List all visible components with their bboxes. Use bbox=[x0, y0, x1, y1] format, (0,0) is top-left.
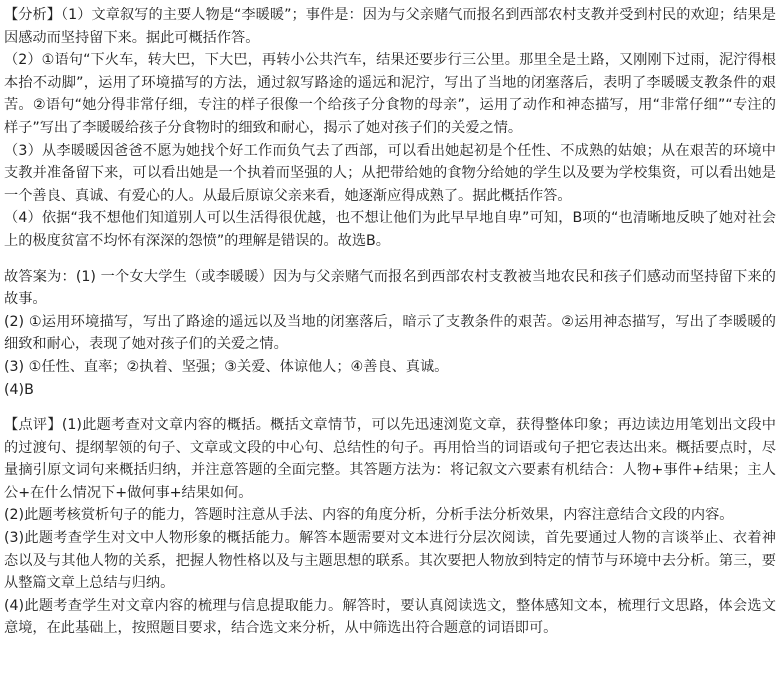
answer-paragraph-4: (4)B bbox=[4, 381, 34, 398]
analysis-paragraph-2: （2）①语句“下火车，转大巴，下大巴，再转小公共汽车，结果还要步行三公里。那里全是土路，又刚刚下过雨，泥泞得根本抬不动脚”，运用了环境描写的方法，通过叙写路途的遥远和泥泞，写出了当地的闭塞落后，表明了李暖暖支教条件的艰苦。②语句“她分得非常仔细，专注的样子很像一个给孩子分食物的母亲”，运用了动作和神态描写，用“非常仔细”“专注的样子”写出了李暖暖给孩子分食物时的细致和耐心，揭示了她对孩子们的关爱之情。 bbox=[4, 52, 776, 136]
analysis-paragraph-4: （4）依据“我不想他们知道别人可以生活得很优越，也不想让他们为此早早地自卑”可知，B项的“也清晰地反映了她对社会上的极度贫富不均怀有深深的怨愤”的理解是错误的。故选B。 bbox=[4, 210, 776, 249]
analysis-paragraph-3: （3）从李暖暖因爸爸不愿为她找个好工作而负气去了西部，可以看出她起初是个任性、不成熟的姑娘；从在艰苦的环境中支教并准备留下来，可以看出她是一个执着而坚强的人；从把带给她的食物分给她的学生以及要为学校集资，可以看出她是一个善良、真诚、有爱心的人。从最后原谅父亲来看，她逐渐应得成熟了。据此概括作答。 bbox=[4, 142, 776, 204]
answer-paragraph-2: (2) ①运用环境描写，写出了路途的遥远以及当地的闭塞落后，暗示了支教条件的艰苦。②运用神态描写，写出了李暖暖的细致和耐心，表现了她对孩子们的关爱之情。 bbox=[4, 313, 776, 353]
comment-paragraph-1: 【点评】(1)此题考查对文章内容的概括。概括文章情节，可以先迅速浏览文章，获得整体印象；再边读边用笔划出文段中的过渡句、提纲挈领的句子、文章或文段的中心句、总结性的句子。再用恰当的词语或句子把它表达出来。概括要点时，尽量摘引原文词句来概括归纳，并注意答题的全面完整。其答题方法为：将记叙文六要素有机结合：人物+事件+结果；主人公+在什么情况下+做何事+结果如何。 bbox=[4, 417, 776, 501]
answer-paragraph-3: (3) ①任性、直率；②执着、坚强；③关爱、体谅他人；④善良、真诚。 bbox=[4, 358, 449, 375]
comment-paragraph-4: (4)此题考查学生对文章内容的梳理与信息提取能力。解答时，要认真阅读选文，整体感知文本，梳理行文思路，体会选文意境，在此基础上，按照题目要求，结合选文来分析，从中筛选出符合题意的词语即可。 bbox=[4, 597, 776, 637]
section-spacer bbox=[4, 401, 776, 414]
analysis-paragraph-1: 【分析】（1）文章叙写的主要人物是“李暖暖”；事件是：因为与父亲赌气而报名到西部农村支教并受到村民的欢迎；结果是因感动而坚持留下来。据此可概括作答。 bbox=[4, 7, 776, 46]
section-spacer bbox=[4, 253, 776, 266]
comment-paragraph-2: (2)此题考核赏析句子的能力，答题时注意从手法、内容的角度分析，分析手法分析效果，内容注意结合文段的内容。 bbox=[4, 507, 734, 524]
answer-section bbox=[4, 266, 776, 402]
comment-section bbox=[4, 414, 776, 640]
comment-paragraph-3: (3)此题考查学生对文中人物形象的概括能力。解答本题需要对文本进行分层次阅读，首先要通过人物的言谈举止、衣着神态以及与其他人物的关系，把握人物性格以及与主题思想的联系。其次要把人物放到特定的情节与环境中去分析。第三，要从整篇文章上总结与归纳。 bbox=[4, 530, 776, 592]
answer-paragraph-1: 故答案为：(1) 一个女大学生（或李暖暖）因为与父亲赌气而报名到西部农村支教被当地农民和孩子们感动而坚持留下来的故事。 bbox=[4, 268, 776, 308]
analysis-section bbox=[4, 4, 776, 253]
